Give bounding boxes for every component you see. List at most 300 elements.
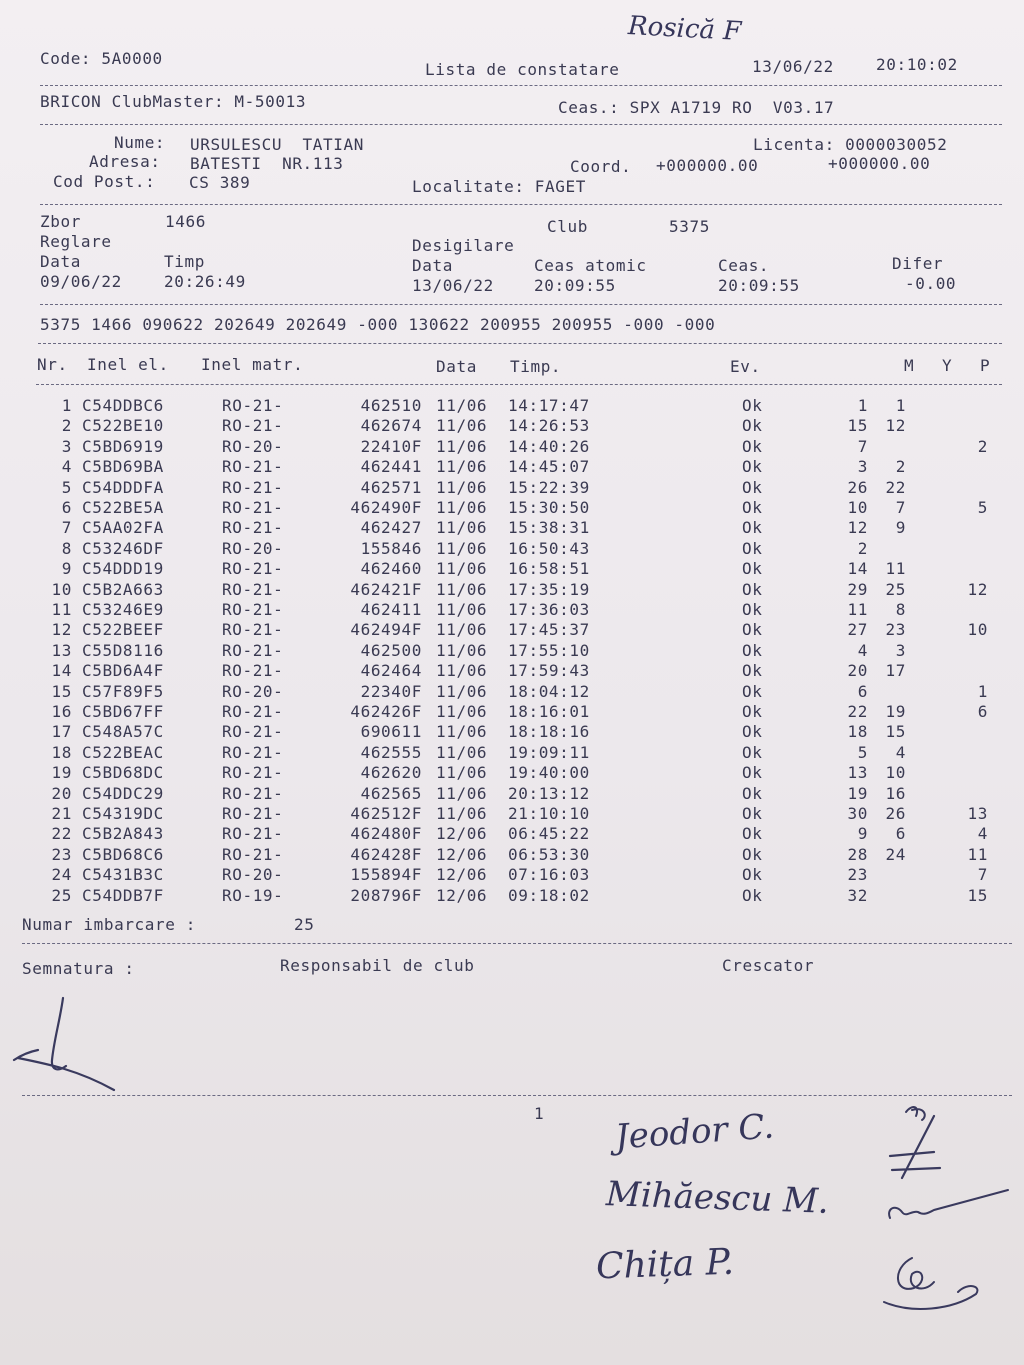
table-row [0,458,1024,478]
electronic-ring: C54DDBC6 [82,396,164,415]
rank-y: 9 [895,518,906,537]
atomic-time: 20:09:55 [534,276,616,295]
desigilare-label: Desigilare [412,236,515,255]
ring-prefix: RO-21- [222,784,284,803]
electronic-ring: C53246E9 [82,600,164,619]
electronic-ring: C54DDB7F [82,886,164,905]
ring-number: 690611 [360,722,422,741]
row-number: 15 [51,682,72,701]
electronic-ring: C5BD6919 [82,437,164,456]
table-row [0,642,1024,662]
ceas-label: Ceas. [718,256,770,275]
arrival-date: 11/06 [436,416,488,435]
rank-y: 22 [885,478,906,497]
ring-prefix: RO-21- [222,804,284,823]
ring-number: 462494F [350,620,422,639]
arrival-time: 15:38:31 [508,518,590,537]
rank-p: 1 [977,682,988,701]
table-row [0,744,1024,764]
rank-y: 11 [885,559,906,578]
arrival-time: 15:22:39 [508,478,590,497]
ring-prefix: RO-21- [222,559,284,578]
arrival-date: 11/06 [436,457,488,476]
ring-number: 462512F [350,804,422,823]
rank-p: 15 [967,886,988,905]
electronic-ring: C5B2A843 [82,824,164,843]
ring-number: 462421F [350,580,422,599]
row-number: 3 [61,437,72,456]
reglare-date: 09/06/22 [40,272,122,291]
ring-number: 462620 [360,763,422,782]
rank-p: 4 [977,824,988,843]
ring-prefix: RO-21- [222,824,284,843]
ring-number: 22410F [360,437,422,456]
event-status: Ok [742,641,763,660]
reglare-label: Reglare [40,232,112,251]
arrival-date: 11/06 [436,498,488,517]
rank-m: 9 [857,824,868,843]
rank-m: 27 [847,620,868,639]
arrival-date: 12/06 [436,845,488,864]
arrival-time: 14:17:47 [508,396,590,415]
arrival-time: 19:40:00 [508,763,590,782]
numar-imbarcare-label: Numar imbarcare : [22,915,196,934]
arrival-time: 17:35:19 [508,580,590,599]
desigilare-date: 13/06/22 [412,276,494,295]
rank-y: 16 [885,784,906,803]
code-line: 5375 1466 090622 202649 202649 -000 130622 200955 200955 -000 -000 [40,315,716,334]
difer-label: Difer [892,254,944,273]
rank-m: 14 [847,559,868,578]
reglare-time: 20:26:49 [164,272,246,291]
event-status: Ok [742,620,763,639]
electronic-ring: C53246DF [82,539,164,558]
ring-prefix: RO-21- [222,518,284,537]
rank-y: 2 [895,457,906,476]
rank-p: 13 [967,804,988,823]
arrival-time: 17:55:10 [508,641,590,660]
report-time: 20:10:02 [876,55,958,74]
col-data: Data [436,357,477,376]
ring-prefix: RO-21- [222,722,284,741]
list-title: Lista de constatare [425,60,620,79]
row-number: 23 [51,845,72,864]
row-number: 14 [51,661,72,680]
arrival-time: 15:30:50 [508,498,590,517]
row-number: 24 [51,865,72,884]
divider [40,85,1002,86]
ring-number: 462565 [360,784,422,803]
table-row [0,621,1024,641]
event-status: Ok [742,498,763,517]
rank-p: 5 [977,498,988,517]
arrival-date: 11/06 [436,702,488,721]
data-label-reglare: Data [40,252,81,271]
electronic-ring: C522BEEF [82,620,164,639]
electronic-ring: C5BD68DC [82,763,164,782]
rank-y: 25 [885,580,906,599]
rank-m: 18 [847,722,868,741]
ring-number: 462426F [350,702,422,721]
arrival-time: 17:59:43 [508,661,590,680]
divider [40,204,1002,205]
electronic-ring: C54319DC [82,804,164,823]
row-number: 22 [51,824,72,843]
rank-p: 11 [967,845,988,864]
arrival-date: 11/06 [436,620,488,639]
divider [22,943,1012,944]
table-row [0,764,1024,784]
ring-prefix: RO-20- [222,865,284,884]
data-label-desigilare: Data [412,256,453,275]
rank-m: 15 [847,416,868,435]
postal-code: CS 389 [189,173,251,192]
difference: -0.00 [905,274,957,293]
ring-prefix: RO-21- [222,763,284,782]
table-row [0,560,1024,580]
rank-y: 4 [895,743,906,762]
electronic-ring: C5AA02FA [82,518,164,537]
rank-m: 10 [847,498,868,517]
name-label: Nume: [114,133,166,152]
ring-prefix: RO-21- [222,498,284,517]
arrival-date: 11/06 [436,559,488,578]
table-row [0,438,1024,458]
ring-number: 462555 [360,743,422,762]
electronic-ring: C57F89F5 [82,682,164,701]
ceas-atomic-label: Ceas atomic [534,256,647,275]
ring-number: 462411 [360,600,422,619]
electronic-ring: C5B2A663 [82,580,164,599]
ring-number: 462571 [360,478,422,497]
arrival-time: 18:04:12 [508,682,590,701]
arrival-date: 11/06 [436,580,488,599]
page-number: 1 [534,1104,545,1123]
rank-m: 28 [847,845,868,864]
event-status: Ok [742,886,763,905]
event-status: Ok [742,682,763,701]
address-label: Adresa: [89,152,161,171]
semnatura-label: Semnatura : [22,959,135,978]
ring-prefix: RO-20- [222,682,284,701]
ring-number: 462460 [360,559,422,578]
zbor-label: Zbor [40,212,81,231]
electronic-ring: C5BD6A4F [82,661,164,680]
event-status: Ok [742,661,763,680]
rank-m: 30 [847,804,868,823]
ring-number: 208796F [350,886,422,905]
ring-prefix: RO-21- [222,620,284,639]
rank-m: 20 [847,661,868,680]
table-row [0,887,1024,907]
ring-number: 462490F [350,498,422,517]
arrival-date: 11/06 [436,437,488,456]
table-row [0,825,1024,845]
row-number: 9 [61,559,72,578]
col-nr: Nr. [37,355,68,374]
event-status: Ok [742,804,763,823]
electronic-ring: C54DDD19 [82,559,164,578]
rank-p: 2 [977,437,988,456]
rank-m: 11 [847,600,868,619]
rank-p: 6 [977,702,988,721]
electronic-ring: C5431B3C [82,865,164,884]
clock-id: Ceas.: SPX A1719 RO V03.17 [558,98,835,117]
ring-number: 462427 [360,518,422,537]
ring-number: 462674 [360,416,422,435]
responsabil-label: Responsabil de club [280,956,475,975]
arrival-date: 11/06 [436,600,488,619]
row-number: 5 [61,478,72,497]
ring-prefix: RO-21- [222,580,284,599]
ring-prefix: RO-21- [222,845,284,864]
table-row [0,703,1024,723]
event-status: Ok [742,559,763,578]
ring-number: 462500 [360,641,422,660]
zbor-value: 1466 [165,212,206,231]
rank-m: 22 [847,702,868,721]
rank-y: 3 [895,641,906,660]
arrival-date: 11/06 [436,682,488,701]
crescator-label: Crescator [722,956,815,975]
electronic-ring: C5BD68C6 [82,845,164,864]
license: Licenta: 0000030052 [753,135,948,154]
row-number: 19 [51,763,72,782]
arrival-time: 07:16:03 [508,865,590,884]
rank-y: 8 [895,600,906,619]
divider [38,343,1002,344]
event-status: Ok [742,580,763,599]
event-status: Ok [742,396,763,415]
table-row [0,785,1024,805]
event-status: Ok [742,865,763,884]
ring-number: 155894F [350,865,422,884]
ring-prefix: RO-21- [222,702,284,721]
arrival-date: 11/06 [436,722,488,741]
ring-prefix: RO-21- [222,416,284,435]
arrival-time: 21:10:10 [508,804,590,823]
ring-prefix: RO-21- [222,600,284,619]
row-number: 20 [51,784,72,803]
ring-prefix: RO-20- [222,437,284,456]
coord-x: +000000.00 [656,156,759,175]
rank-y: 19 [885,702,906,721]
arrival-date: 12/06 [436,824,488,843]
arrival-time: 14:26:53 [508,416,590,435]
row-number: 4 [61,457,72,476]
table-row [0,805,1024,825]
table-row [0,519,1024,539]
arrival-time: 09:18:02 [508,886,590,905]
rank-m: 5 [857,743,868,762]
table-row [0,723,1024,743]
owner-name: URSULESCU TATIAN [190,135,364,154]
row-number: 18 [51,743,72,762]
event-status: Ok [742,478,763,497]
coord-label: Coord. [570,157,632,176]
rank-y: 17 [885,661,906,680]
rank-p: 7 [977,865,988,884]
arrival-time: 16:58:51 [508,559,590,578]
timp-label: Timp [164,252,205,271]
rank-m: 3 [857,457,868,476]
col-y: Y [942,356,953,375]
arrival-date: 11/06 [436,641,488,660]
arrival-time: 19:09:11 [508,743,590,762]
arrival-time: 20:13:12 [508,784,590,803]
rank-m: 7 [857,437,868,456]
arrival-time: 18:18:16 [508,722,590,741]
row-number: 2 [61,416,72,435]
arrival-date: 12/06 [436,886,488,905]
device-id: BRICON ClubMaster: M-50013 [40,92,307,111]
ring-prefix: RO-21- [222,478,284,497]
rank-m: 19 [847,784,868,803]
event-status: Ok [742,416,763,435]
row-number: 10 [51,580,72,599]
rank-y: 15 [885,722,906,741]
table-row [0,683,1024,703]
club-value: 5375 [669,217,710,236]
divider [40,124,1002,125]
divider [22,1095,1012,1096]
arrival-time: 06:53:30 [508,845,590,864]
electronic-ring: C54DDC29 [82,784,164,803]
rank-m: 13 [847,763,868,782]
ring-prefix: RO-19- [222,886,284,905]
row-number: 25 [51,886,72,905]
event-status: Ok [742,743,763,762]
row-number: 11 [51,600,72,619]
handwritten-name-1: Jeodor C. [613,1106,776,1158]
arrival-time: 16:50:43 [508,539,590,558]
rank-y: 10 [885,763,906,782]
col-timp: Timp. [510,357,562,376]
electronic-ring: C522BE5A [82,498,164,517]
ring-prefix: RO-21- [222,661,284,680]
postal-label: Cod Post.: [53,172,156,191]
coord-y: +000000.00 [828,154,931,173]
club-label: Club [547,217,588,236]
event-status: Ok [742,824,763,843]
handwritten-name-2: Mihăescu M. [605,1174,830,1222]
arrival-date: 11/06 [436,784,488,803]
row-number: 13 [51,641,72,660]
rank-p: 12 [967,580,988,599]
ring-prefix: RO-21- [222,743,284,762]
signature-left [8,990,128,1095]
ring-prefix: RO-21- [222,457,284,476]
electronic-ring: C548A57C [82,722,164,741]
electronic-ring: C522BEAC [82,743,164,762]
table-row [0,417,1024,437]
row-number: 21 [51,804,72,823]
row-number: 12 [51,620,72,639]
rank-y: 12 [885,416,906,435]
arrival-date: 11/06 [436,661,488,680]
event-status: Ok [742,845,763,864]
table-row [0,581,1024,601]
ring-number: 462428F [350,845,422,864]
locality: Localitate: FAGET [412,177,586,196]
col-m: M [904,356,915,375]
row-number: 6 [61,498,72,517]
row-number: 1 [61,396,72,415]
arrival-date: 11/06 [436,804,488,823]
col-inel-matr: Inel matr. [201,355,304,374]
report-date: 13/06/22 [752,57,834,76]
arrival-time: 17:36:03 [508,600,590,619]
rank-m: 23 [847,865,868,884]
event-status: Ok [742,722,763,741]
table-row [0,397,1024,417]
electronic-ring: C54DDDFA [82,478,164,497]
divider [40,304,1002,305]
arrival-date: 11/06 [436,743,488,762]
rank-y: 26 [885,804,906,823]
table-row [0,846,1024,866]
arrival-time: 14:40:26 [508,437,590,456]
divider [36,384,1002,385]
rank-m: 26 [847,478,868,497]
handwritten-note-top: Rosică F [627,11,742,47]
row-number: 17 [51,722,72,741]
table-row [0,540,1024,560]
table-row [0,866,1024,886]
owner-address: BATESTI NR.113 [190,154,344,173]
table-row [0,601,1024,621]
arrival-time: 06:45:22 [508,824,590,843]
rank-m: 1 [857,396,868,415]
row-number: 16 [51,702,72,721]
rank-m: 12 [847,518,868,537]
ring-prefix: RO-21- [222,641,284,660]
ring-prefix: RO-21- [222,396,284,415]
rank-y: 23 [885,620,906,639]
arrival-date: 11/06 [436,478,488,497]
electronic-ring: C522BE10 [82,416,164,435]
code-label: Code: 5A0000 [40,49,163,68]
ring-number: 462464 [360,661,422,680]
event-status: Ok [742,702,763,721]
signatures-right [872,1098,1022,1328]
ring-number: 462510 [360,396,422,415]
arrival-time: 14:45:07 [508,457,590,476]
event-status: Ok [742,518,763,537]
ring-number: 22340F [360,682,422,701]
rank-y: 6 [895,824,906,843]
ring-number: 462480F [350,824,422,843]
rank-m: 6 [857,682,868,701]
arrival-time: 18:16:01 [508,702,590,721]
ring-number: 155846 [360,539,422,558]
electronic-ring: C5BD69BA [82,457,164,476]
rank-y: 1 [895,396,906,415]
clock-time: 20:09:55 [718,276,800,295]
event-status: Ok [742,784,763,803]
event-status: Ok [742,539,763,558]
col-inel-el: Inel el. [87,355,169,374]
row-number: 7 [61,518,72,537]
ring-number: 462441 [360,457,422,476]
arrival-date: 11/06 [436,763,488,782]
event-status: Ok [742,437,763,456]
rank-y: 7 [895,498,906,517]
event-status: Ok [742,600,763,619]
arrival-date: 11/06 [436,539,488,558]
rank-m: 2 [857,539,868,558]
col-ev: Ev. [730,357,761,376]
